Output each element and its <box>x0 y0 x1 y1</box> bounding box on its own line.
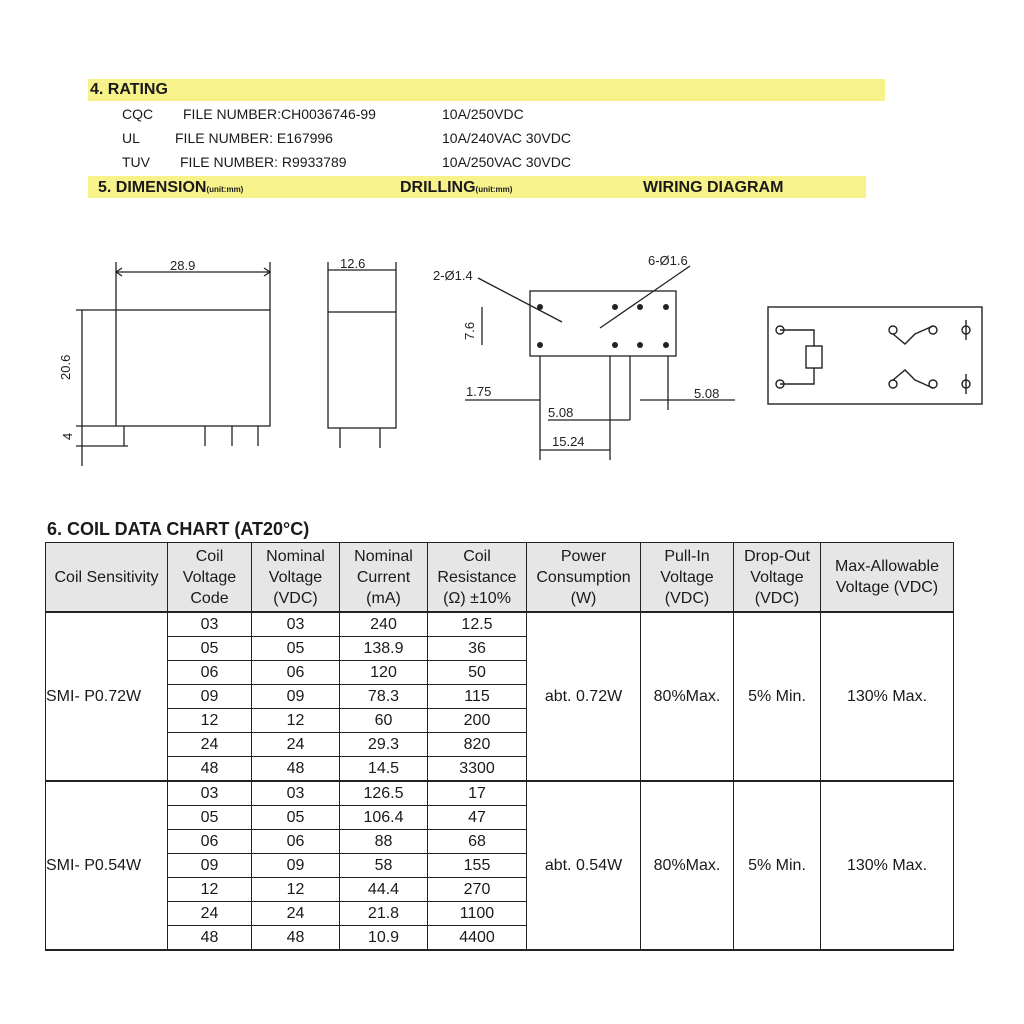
nominal-voltage-cell: 05 <box>252 806 340 830</box>
header-coil-sensitivity: Coil Sensitivity <box>46 543 168 613</box>
dim-pin-label: 4 <box>60 432 75 440</box>
offset-label: 1.75 <box>466 384 492 399</box>
coil-sensitivity-cell: SMI- P0.72W <box>46 612 168 781</box>
nominal-voltage-cell: 03 <box>252 781 340 806</box>
pitch-b-label: 5.08 <box>694 386 720 401</box>
dimension-title: 5. DIMENSION(unit:mm) <box>98 179 244 196</box>
coil-resistance-cell: 3300 <box>428 757 527 782</box>
table-header-row <box>46 543 954 613</box>
wiring-diagram-title: WIRING DIAGRAM <box>643 179 784 196</box>
pitch-vertical-label: 7.6 <box>462 321 477 340</box>
nominal-current-cell: 14.5 <box>340 757 428 782</box>
rating-agency: UL <box>122 130 140 146</box>
header-coil-voltage-code: Coil Voltage Code <box>168 543 252 613</box>
nominal-current-cell: 44.4 <box>340 878 428 902</box>
rating-value: 10A/250VDC <box>442 106 524 122</box>
drop-out-voltage-cell: 5% Min. <box>734 612 821 781</box>
nominal-voltage-cell: 48 <box>252 926 340 951</box>
rating-title: 4. RATING <box>90 81 168 98</box>
dimension-unit: (unit:mm) <box>206 185 244 194</box>
header-max-allowable-voltage: Max-Allowable Voltage (VDC) <box>821 543 954 613</box>
nominal-current-cell: 106.4 <box>340 806 428 830</box>
coil-resistance-cell: 200 <box>428 709 527 733</box>
header-coil-resistance: Coil Resistance (Ω) ±10% <box>428 543 527 613</box>
power-consumption-cell: abt. 0.72W <box>527 612 641 781</box>
span-label: 15.24 <box>552 434 585 449</box>
nominal-voltage-cell: 48 <box>252 757 340 782</box>
pitch-a-label: 5.08 <box>548 405 574 420</box>
rating-value: 10A/250VAC 30VDC <box>442 154 571 170</box>
voltage-code-cell: 05 <box>168 637 252 661</box>
coil-resistance-cell: 12.5 <box>428 612 527 637</box>
nominal-current-cell: 21.8 <box>340 902 428 926</box>
nominal-voltage-cell: 24 <box>252 902 340 926</box>
nominal-current-cell: 120 <box>340 661 428 685</box>
drilling-drawing <box>465 266 735 460</box>
nominal-voltage-cell: 05 <box>252 637 340 661</box>
voltage-code-cell: 12 <box>168 878 252 902</box>
nominal-current-cell: 138.9 <box>340 637 428 661</box>
dim-depth-label: 12.6 <box>340 256 366 271</box>
nominal-voltage-cell: 09 <box>252 854 340 878</box>
voltage-code-cell: 24 <box>168 733 252 757</box>
coil-data-title: 6. COIL DATA CHART (AT20°C) <box>47 519 310 539</box>
front-view-drawing <box>76 262 270 466</box>
coil-resistance-cell: 820 <box>428 733 527 757</box>
nominal-current-cell: 58 <box>340 854 428 878</box>
nominal-voltage-cell: 09 <box>252 685 340 709</box>
nominal-voltage-cell: 03 <box>252 612 340 637</box>
voltage-code-cell: 03 <box>168 612 252 637</box>
table-row <box>46 781 954 806</box>
drilling-title: DRILLING(unit:mm) <box>400 179 513 196</box>
rating-file-number: FILE NUMBER: R9933789 <box>180 154 347 170</box>
rating-agency: TUV <box>122 154 150 170</box>
coil-resistance-cell: 50 <box>428 661 527 685</box>
rating-value: 10A/240VAC 30VDC <box>442 130 571 146</box>
dim-width-label: 28.9 <box>170 258 196 273</box>
side-view-drawing <box>328 262 396 448</box>
voltage-code-cell: 24 <box>168 902 252 926</box>
voltage-code-cell: 06 <box>168 830 252 854</box>
nominal-current-cell: 240 <box>340 612 428 637</box>
rating-agency: CQC <box>122 106 154 122</box>
nominal-voltage-cell: 12 <box>252 878 340 902</box>
nominal-current-cell: 126.5 <box>340 781 428 806</box>
coil-resistance-cell: 17 <box>428 781 527 806</box>
pull-in-voltage-cell: 80%Max. <box>641 612 734 781</box>
header-pull-in-voltage: Pull-In Voltage (VDC) <box>641 543 734 613</box>
nominal-current-cell: 78.3 <box>340 685 428 709</box>
wiring-diagram-drawing <box>768 307 982 404</box>
voltage-code-cell: 09 <box>168 854 252 878</box>
header-power-consumption: Power Consumption (W) <box>527 543 641 613</box>
voltage-code-cell: 48 <box>168 757 252 782</box>
nominal-voltage-cell: 24 <box>252 733 340 757</box>
header-nominal-voltage: Nominal Voltage (VDC) <box>252 543 340 613</box>
nominal-voltage-cell: 12 <box>252 709 340 733</box>
pull-in-voltage-cell: 80%Max. <box>641 781 734 950</box>
table-row <box>46 612 954 637</box>
header-drop-out-voltage: Drop-Out Voltage (VDC) <box>734 543 821 613</box>
coil-resistance-cell: 155 <box>428 854 527 878</box>
rating-file-number: FILE NUMBER: E167996 <box>175 130 333 146</box>
voltage-code-cell: 03 <box>168 781 252 806</box>
coil-resistance-cell: 68 <box>428 830 527 854</box>
nominal-voltage-cell: 06 <box>252 661 340 685</box>
max-allowable-voltage-cell: 130% Max. <box>821 781 954 950</box>
nominal-voltage-cell: 06 <box>252 830 340 854</box>
nominal-current-cell: 60 <box>340 709 428 733</box>
hole-large-label: 6-Ø1.6 <box>648 253 688 268</box>
power-consumption-cell: abt. 0.54W <box>527 781 641 950</box>
nominal-current-cell: 29.3 <box>340 733 428 757</box>
coil-resistance-cell: 1100 <box>428 902 527 926</box>
drilling-unit: (unit:mm) <box>475 185 513 194</box>
voltage-code-cell: 06 <box>168 661 252 685</box>
coil-resistance-cell: 36 <box>428 637 527 661</box>
header-nominal-current: Nominal Current (mA) <box>340 543 428 613</box>
coil-data-table <box>45 542 954 951</box>
nominal-current-cell: 10.9 <box>340 926 428 951</box>
coil-sensitivity-cell: SMI- P0.54W <box>46 781 168 950</box>
rating-file-number: FILE NUMBER:CH0036746-99 <box>183 106 376 122</box>
dim-height-label: 20.6 <box>58 354 73 380</box>
coil-resistance-cell: 115 <box>428 685 527 709</box>
voltage-code-cell: 12 <box>168 709 252 733</box>
max-allowable-voltage-cell: 130% Max. <box>821 612 954 781</box>
coil-resistance-cell: 47 <box>428 806 527 830</box>
voltage-code-cell: 05 <box>168 806 252 830</box>
voltage-code-cell: 48 <box>168 926 252 951</box>
hole-small-label: 2-Ø1.4 <box>433 268 473 283</box>
voltage-code-cell: 09 <box>168 685 252 709</box>
nominal-current-cell: 88 <box>340 830 428 854</box>
drop-out-voltage-cell: 5% Min. <box>734 781 821 950</box>
coil-resistance-cell: 270 <box>428 878 527 902</box>
coil-resistance-cell: 4400 <box>428 926 527 951</box>
